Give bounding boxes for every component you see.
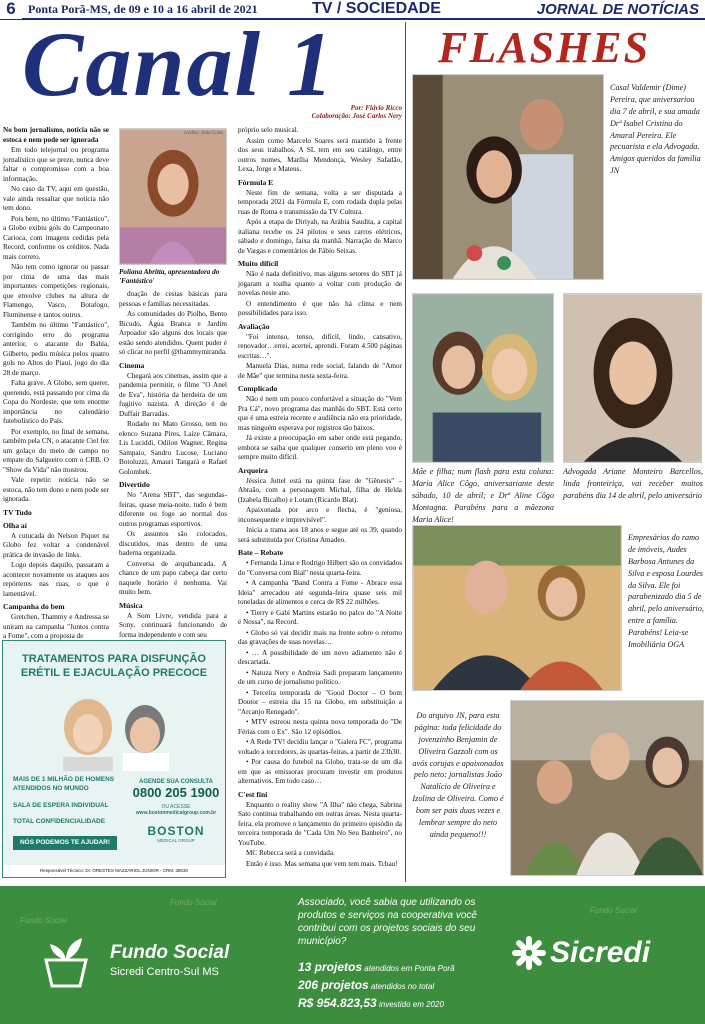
- ad-benefit: SALA DE ESPERA INDIVIDUAL: [13, 801, 109, 809]
- boston-medical-ad[interactable]: [2, 640, 226, 878]
- paragraph: Já existe a preocupação em saber onde está pegando, embora se saiba que qualquer conserto em pleno voo é sempre muito difícil.: [238, 434, 402, 462]
- family-image: [511, 701, 703, 875]
- edition-date: Ponta Porã-MS, de 09 e 10 a 16 abril de 2021: [28, 1, 258, 16]
- help-button[interactable]: NÓS PODEMOS TE AJUDAR!: [13, 836, 117, 850]
- paragraph: Logo depois daquilo, passaram a acontecer novamente os ataques aos repórteres nas ruas, o que é lamentável.: [3, 561, 109, 598]
- audes-lourdes-photo: [412, 525, 622, 691]
- subheading: Complicado: [238, 384, 278, 394]
- sicredi-banner[interactable]: [0, 886, 705, 1024]
- bullet-item: • Globo só vai decidir mais na frente sobre o retorno das gravações de suas novelas…: [238, 628, 402, 647]
- bullet-item: • … A possibilidade de um novo adiamento não é descartada.: [238, 648, 402, 667]
- column-divider: [405, 22, 406, 882]
- paragraph: Pois bem, no último "Fantástico", a Globo exibiu gols do Campeonato Carioca, com imagens cedidas pela Record, conforme os créditos. Nada mais correto.: [3, 214, 109, 261]
- ad-headline-line1: TRATAMENTOS PARA DISFUNÇÃO: [22, 653, 206, 665]
- flash-caption-3: Advogada Ariane Monteiro Barcellos, linda fronteiriça, vai receber muitos parabéns dia 14 de abril, pelo aniversário: [563, 467, 703, 500]
- ad-benefit: TOTAL CONFIDENCIALIDADE: [13, 818, 106, 826]
- ad-brand-sub: MEDICAL GROUP: [157, 838, 195, 843]
- ariane-image: [564, 294, 701, 462]
- plant-pot-icon: [36, 930, 96, 990]
- subheading: Música: [119, 600, 143, 610]
- subheading: TV Tudo: [3, 507, 32, 517]
- paragraph: Não é nem um pouco confortável a situação do "Vem Pra Cá", novo programa das manhãs do SBT. Está certo que é uma estreia recente e audiência não era prioridade, mas ninguém esperava por registros tão baixos.: [238, 395, 402, 432]
- byline: [260, 104, 402, 121]
- subheading: C'est fini: [238, 789, 268, 799]
- paragraph: Inicia a trama aos 18 anos e segue até os 39, quando será substituída por Cristina Amadeo.: [238, 526, 402, 544]
- flash-caption-5: Do arquivo JN, para esta página: toda felicidade do jovenzinho Benjamin de Oliveira Gazzoli com os avós corujas e apaixonados pelo neto: jornalistas João Natalício de Oliveira e Izolina de Oliveira. Como é bom ser pais duas vezes e lembrar sempre do neto ainda pequeno!!!: [412, 711, 504, 839]
- byline-author: Por: Flávio Ricco: [350, 104, 402, 112]
- subheading: Bate – Rebate: [238, 548, 284, 558]
- paragraph: As comunidades do Piolho, Bento Bicudo, Água Branca e Jardim Arpoador são alguns dos locais que estão sendo atendidos. Quem puder é só clicar no perfil @thammymiranda.: [119, 310, 227, 356]
- paragraph: MC Rebecca será a convidada.: [246, 849, 335, 858]
- sicredi-logo-icon: [510, 934, 548, 972]
- paragraph: Não tem como ignorar ou passar por cima de uma das mais importantes competições regionais, que envolve clubes na altura de Flamengo, Vasco, Botafogo, Fluminense e tantos outros.: [3, 263, 109, 319]
- paragraph: No "Arena SBT", das segundas-feiras, quase meia-noite, tudo é bem diferente ou foge ao normal dos outros programas esportivos.: [119, 491, 227, 528]
- mother-daughter-image: [413, 294, 553, 462]
- paragraph: Assim como Marcelo Soares será mantido à frente dos seus trabalhos. A SL tem em seu catálogo, entre outros nomes, Marília Mendonça, Wesley Safadão, Lexa, Jorge e Mateus.: [238, 136, 402, 173]
- journal-name: JORNAL DE NOTÍCIAS: [536, 0, 699, 18]
- subheading: Muito difícil: [238, 259, 279, 269]
- text-column-1: [3, 126, 109, 641]
- couple-image: [33, 687, 193, 771]
- flash-caption-2: Mãe e filha; num flash para esta coluna: Maria Alice Côgo, aniversariante deste sábado, 10 de abril; e Drª Aline Côgo Montagna. Parabéns para a mãezona Maria Alice!: [412, 467, 554, 524]
- paragraph: Jéssica Juttel está na quinta fase de "Gênesis" – Abraão, com a personagem Michal, filha de Helda (Izabela Bicalho) e Lotam (Ricardo Blat).: [238, 476, 402, 504]
- subheading: Cinema: [119, 360, 145, 370]
- banner-stats: [298, 958, 455, 1012]
- paragraph: O entendimento é que não há clima e nem possibilidades para isso.: [238, 299, 402, 318]
- subheading: Avaliação: [238, 321, 270, 331]
- stat-text: atendidos no total: [370, 982, 435, 991]
- bullet-item: • Fernanda Lima e Rodrigo Hilbert são os convidados do "Conversa com Bial" nesta quarta-feira.: [238, 559, 402, 577]
- banner-watermark: Fundo Social: [590, 906, 637, 915]
- flash-caption-1: Casal Valdemir (Dime) Pereira, que aniversariou dia 7 de abril, e sua amada Drª Isabel Cristina do Amaral Pereira. Ele pecuarista e ela Advogada. Amigos queridos da família JN: [610, 83, 701, 176]
- fund-title: Fundo Social: [110, 942, 230, 963]
- cta-label: AGENDE SUA CONSULTA: [139, 779, 213, 785]
- sicredi-brand: Sicredi: [550, 936, 651, 969]
- paragraph: Enquanto o reality show "A Ilha" não chega, Sabrina Sato continua trabalhando em outras áreas. Nesta quarta-feira, ela promove o lançamento do primeiro episódio da terceira temporada de "Cada Um No Seu Banheiro", no YouTube.: [238, 800, 402, 847]
- article-lead: No bom jornalismo, notícia não se estoca e nem pode ser ignorada: [3, 126, 109, 144]
- text-column-2: [119, 290, 227, 639]
- flash-caption-4: Empresários do ramo de imóveis, Audes Barbosa Antunes da Silva e esposa Lourdes da Silva. Ele foi parabenizado dia 5 de abril, pelo aniversário, entre a família. Parabéns! Leia-se Imobiliária OGA: [628, 533, 704, 650]
- mother-daughter-photo: [412, 293, 554, 463]
- subheading: Arqueira: [238, 465, 268, 475]
- byline-collab: Colaboração: José Carlos Nery: [311, 112, 402, 121]
- couple-photo-image: [413, 75, 603, 279]
- paragraph: próprio selo musical.: [238, 126, 299, 134]
- subheading: Divertido: [119, 480, 150, 490]
- bullet-item: • Tierry e Gabi Martins estarão no palco do "A Noite é Nossa", na Record.: [238, 608, 402, 627]
- paragraph: A cutucada do Nelson Piquet na Globo fez voltar a condenável prática de invasão de links.: [3, 531, 109, 559]
- paragraph: Conversa de arquibancada. A chance de um papo cabeça dar certo naquele horário é nenhuma. Vai muito bem.: [119, 559, 227, 597]
- paragraph: No caso da TV, aqui em questão, vale ainda ressaltar que notícia não tem dono.: [3, 185, 109, 212]
- phone-number[interactable]: 0800 205 1900: [132, 785, 220, 800]
- page-number: 6: [0, 0, 22, 19]
- banner-watermark: Fundo Social: [20, 916, 67, 925]
- paragraph: "Foi intenso, tenso, difícil, lindo, cansativo, renovador…errei, acertei, aprendi. Foram 4.500 páginas escritas…".: [238, 332, 402, 360]
- or-access: OU ACESSE: [161, 804, 191, 810]
- banner-message: Associado, você sabia que utilizando os produtos e serviços na cooperativa você contribui com os projetos sociais do seu município?: [298, 897, 477, 947]
- audes-lourdes-image: [413, 526, 621, 690]
- ad-headline-line2: ERÉTIL E EJACULAÇÃO PRECOCE: [20, 666, 208, 679]
- bullet-item: • Terceira temporada de "Good Doctor – O bom Doutor – estreia dia 15 na Globo, em substituição a "Arcanjo Renegado".: [238, 688, 402, 716]
- paragraph: Em todo telejornal ou programa jornalístico que se preze, nunca deve faltar o compromisso com a boa informação.: [3, 146, 109, 183]
- bullet-item: • A Rede TV! decidiu lançar o "Galera FC", programa voltado a torcedores, às quartas-feiras, a partir de 23h30.: [238, 738, 402, 756]
- paragraph: Neste fim de semana, volta a ser disputada a temporada 2021 da Fórmula E, com rodada dupla pelas ruas de Roma e transmissão da TV Cultura.: [238, 188, 402, 216]
- portrait-image: [120, 129, 226, 264]
- bullet-item: • Por causa do futebol na Globo, trata-se de um dia em que as emissoras procuram investir em produtos alternativos. Em todo caso…: [238, 758, 402, 786]
- section-title: TV / SOCIEDADE: [312, 0, 441, 17]
- banner-watermark: Fundo Social: [170, 898, 217, 907]
- paragraph: Após a etapa de Diriyah, na Arábia Saudita, a capital italiana recebe os 24 pilotos e seus carros elétricos, sábado e domingo, faixa da manhã. Narração de Marco de Vargas e comentários de Fábio Seixas.: [238, 218, 402, 255]
- stat-number: R$ 954.823,53: [298, 996, 377, 1010]
- paragraph: Os assuntos são colocados, discutidos, mas dentro de uma baderna organizada.: [119, 530, 227, 558]
- paragraph: Falta grave. A Globo, sem querer, querendo, está passando por cima da Copa do Nordeste, que tem enorme importância no calendário futebolístico do País.: [3, 379, 109, 425]
- bullet-item: • Natuza Nery e Andreia Sadi preparam lançamento de um curso de jornalismo político.: [238, 668, 402, 687]
- ad-responsible: Responsável Técnico: Dr. ORESTES MAZZARIOL JÚNIOR - CRM: 38030: [3, 865, 225, 877]
- paragraph: Manuela Dias, numa rede social, falando de "Amor de Mãe" que termina nesta sexta-feira.: [238, 362, 402, 380]
- text-column-3: [238, 126, 402, 876]
- bullet-item: • A campanha "Band Contra a Fome - Abrace essa Ideia" arrecadou até segunda-feira quase seis mil toneladas de alimentos e cerca de R$ 22 milhões.: [238, 579, 402, 607]
- subheading: Olha aí: [3, 520, 27, 530]
- ad-headline: [3, 641, 225, 681]
- paragraph: Vale repetir: notícia não se estoca, não tem dono e nem pode ser ignorada.: [3, 476, 109, 503]
- paragraph: Então é isso. Mas semana que vem tem mais. Tchau!: [246, 859, 398, 868]
- paragraph: Por exemplo, no final de semana, também pela CN, o atacante Ciel fez um golaço do meio de campo no empate do Salgueiro com o CRB. O "Show da Vida" não mostrou.: [3, 427, 109, 474]
- fund-subtitle: Sicredi Centro-Sul MS: [110, 966, 219, 978]
- ad-benefits: [13, 776, 123, 835]
- ad-contact[interactable]: [131, 779, 221, 843]
- flashes-title: FLASHES: [438, 23, 651, 72]
- website-link[interactable]: www.bostonmedicalgroup.com.br: [135, 810, 217, 816]
- subheading: Campanha do bem: [3, 602, 65, 612]
- paragraph: Também no último "Fantástico", corrigindo erro do programa anterior, o atacante do Bahia, Gilberto, pediu música pelos quatro gols no Altos do Piauí, jogo do dia 28 de março.: [3, 321, 109, 377]
- bullet-item: • MTV estreou nesta quinta nova temporada do "De Férias com o Ex". São 12 episódios.: [238, 718, 402, 736]
- stat-number: 206 projetos: [298, 978, 369, 992]
- paragraph: Apaixonada por arco e flecha, é "geniosa, inconsequente e imprevisível".: [238, 506, 402, 524]
- photo-credit: crédito: João Cotta: [183, 131, 223, 136]
- column-title: Canal 1: [22, 13, 336, 115]
- stat-number: 13 projetos: [298, 960, 363, 974]
- stat-text: atendidos em Ponta Porã: [364, 964, 455, 973]
- ariane-photo: [563, 293, 702, 463]
- paragraph: A Som Livre, vendida para a Sony, continuará funcionando de forma independente e com seu: [119, 611, 227, 639]
- paragraph: Não é nada definitivo, mas alguns setores do SBT já jogaram a toalha quanto a voltar com produção de novelas neste ano.: [238, 270, 402, 298]
- paragraph: doação de cestas básicas para pessoas e famílias necessitadas.: [119, 290, 227, 308]
- ad-brand-logo: BOSTON: [147, 824, 205, 838]
- paragraph: Gretchen, Thammy e Andressa se uniram na campanha "Juntos contra a Fome", com a proposta de: [3, 613, 109, 641]
- subheading: Fórmula E: [238, 177, 274, 187]
- poliana-photo: [119, 128, 227, 265]
- paragraph: Chegará aos cinemas, assim que a pandemia permitir, o filme "O Anel de Eva", história da herdeira de um fugitivo nazista. A direção é de Duffair Barradas.: [119, 371, 227, 418]
- ad-benefit: MAIS DE 1 MILHÃO DE HOMENS ATENDIDOS NO MUNDO: [13, 776, 115, 792]
- paragraph: Rodado no Mato Grosso, tem no elenco Suzana Pires, Laíze Câmara, Lis Luciddi, Odilon Wagner, Regina Sampaio, Sandro Lucose, Luciano Botoluzzi, Amauri Tangará e Rafael Golombek.: [119, 420, 227, 476]
- couple-photo: [412, 74, 604, 280]
- family-photo: [510, 700, 704, 876]
- photo-caption: Poliana Abritta, apresentadora do 'Fantástico': [119, 268, 220, 285]
- stat-text: investido em 2020: [378, 1000, 444, 1009]
